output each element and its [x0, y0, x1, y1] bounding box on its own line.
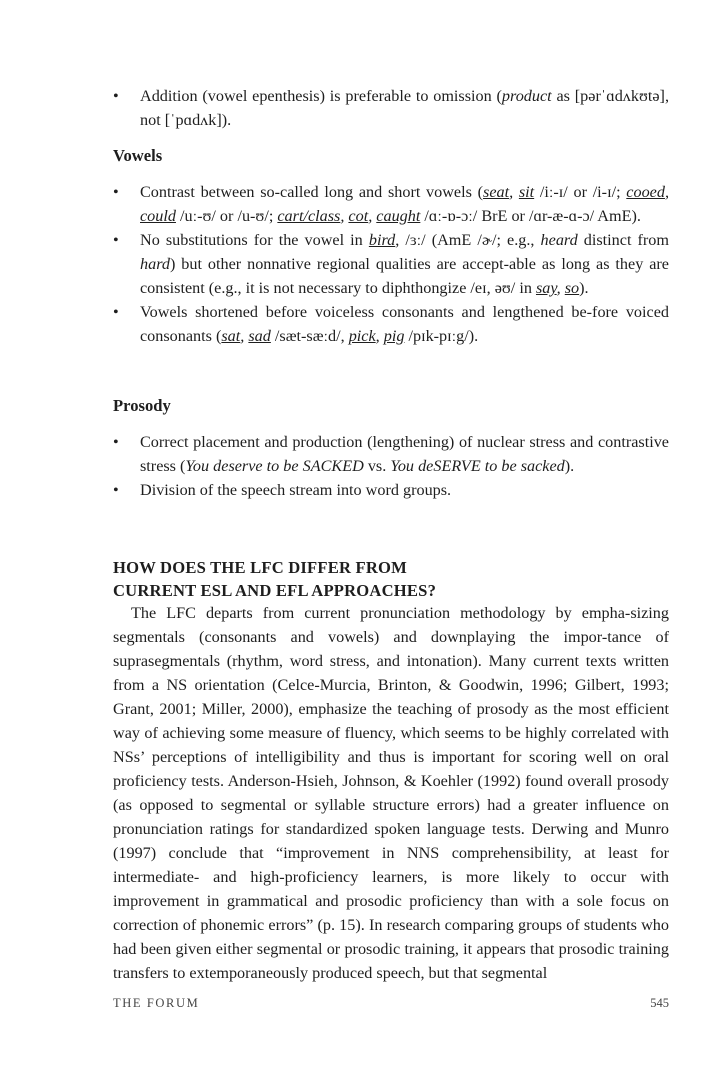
bullet-text-run: /sæt-sæːd/, — [270, 327, 349, 345]
bullet-text-run: bird — [368, 231, 396, 249]
bullet-text-run: Addition (vowel epenthesis) is preferable to omission ( — [140, 87, 502, 105]
bullet-text-run: , /ɜː/ (AmE /ɚ/; e.g., — [395, 231, 541, 249]
bullet-text-run: distinct from — [577, 231, 669, 249]
bullet-text-run: pick — [348, 327, 376, 345]
bullet-item — [113, 180, 669, 228]
bullet-text-run: Correct placement and production (lengthening) of nuclear stress and contrastive stress ( — [140, 433, 669, 475]
section-title-line-2: CURRENT ESL AND EFL APPROACHES? — [113, 581, 437, 600]
bullet-text-run: , — [664, 183, 669, 201]
bullet-text-run: ) but other nonnative regional qualities are accept-able as long as they are consistent (e.g., it is not necessary to diphthongize /eɪ, əʊ/ in — [140, 255, 669, 297]
bullet-text-run: Vowels shortened before voiceless consonants and lengthened be-fore voiced consonants ( — [140, 303, 669, 345]
bullet-text-run: ). — [579, 279, 589, 297]
bullet-text-run: You deserve to be SACKED — [185, 457, 364, 475]
bullet-text-run: say — [535, 279, 557, 297]
bullet-glyph: • — [113, 481, 119, 499]
bullet-text-run: pig — [383, 327, 405, 345]
bullet-item — [113, 300, 669, 348]
bullet-text-run: /uː-ʊ/ or /u-ʊ/; — [175, 207, 278, 225]
bullet-text-run: heard — [540, 231, 578, 249]
bullet-text-run: seat — [483, 183, 510, 201]
bullet-list-prosody — [113, 430, 669, 502]
bullet-text-run: , — [556, 279, 565, 297]
body-paragraph — [113, 601, 669, 985]
bullet-list-vowels — [113, 180, 669, 348]
bullet-text-run: No substitutions for the vowel in — [140, 231, 369, 249]
bullet-text-run: /pɪk-pɪːg/). — [404, 327, 479, 345]
bullet-text-run: Contrast between so-called long and short vowels ( — [140, 183, 484, 201]
bullet-list-epenthesis — [113, 84, 669, 132]
bullet-glyph: • — [113, 87, 119, 105]
bullet-text-run: , — [509, 183, 519, 201]
bullet-text-run: , — [340, 207, 349, 225]
bullet-text-run: /iː-ɪ/ or /i-ɪ/; — [534, 183, 627, 201]
bullet-text-run: could — [140, 207, 176, 225]
bullet-text-run: vs. — [363, 457, 391, 475]
bullet-text-run: sit — [518, 183, 535, 201]
bullet-text-run: , — [368, 207, 377, 225]
bullet-text-run: Division of the speech stream into word groups. — [140, 481, 452, 499]
bullet-glyph: • — [113, 303, 119, 321]
bullet-item — [113, 228, 669, 300]
bullet-text-run: so — [564, 279, 580, 297]
page-number: 545 — [650, 996, 669, 1010]
bullet-glyph: • — [113, 433, 119, 451]
bullet-item — [113, 84, 669, 132]
bullet-text-run: cart/class — [277, 207, 341, 225]
running-footer: THE FORUM — [113, 996, 200, 1010]
section-title — [113, 556, 673, 602]
bullet-text-run: sat — [221, 327, 241, 345]
bullet-text-run: ). — [564, 457, 575, 475]
bullet-text-run: cooed — [626, 183, 665, 201]
bullet-text-run: You deSERVE to be sacked — [390, 457, 565, 475]
section-title-line-1: HOW DOES THE LFC DIFFER FROM — [113, 558, 408, 577]
bullet-text-run: caught — [376, 207, 421, 225]
bullet-text-run: sad — [248, 327, 271, 345]
bullet-text-run: cot — [348, 207, 369, 225]
bullet-text-run: hard — [140, 255, 170, 273]
bullet-item — [113, 430, 669, 478]
heading-prosody: Prosody — [113, 396, 171, 415]
bullet-text-run: as [pərˈɑdʌkʊtə], not [ˈpɑdʌk]). — [140, 87, 669, 129]
heading-vowels: Vowels — [113, 146, 163, 165]
bullet-text-run: product — [501, 87, 552, 105]
bullet-text-run: /ɑː-ɒ-ɔː/ BrE or /ɑr-æ-ɑ-ɔ/ AmE). — [420, 207, 641, 225]
bullet-item — [113, 478, 669, 502]
body-paragraph-text: The LFC departs from current pronunciation methodology by empha-sizing segmentals (consonants and vowels) and downplaying the impor-tance of suprasegmentals (rhythm, word stress, and intonation). Many current texts written from a NS orientation (Celce-Murcia, Brinton, & Goodwin, 1996; Gilbert, 1993; Grant, 2001; Miller, 2000), emphasize the teaching of prosody as the most efficient way of achieving some measure of fluency, which seems to be highly correlated with NSs’ perceptions of intelligibility and thus is important for scoring well on oral proficiency tests. Anderson-Hsieh, Johnson, & Koehler (1992) found overall prosody (as opposed to segmental or syllable structure errors) had a greater influence on pronunciation ratings for standardized spoken language tests. Derwing and Munro (1997) conclude that “improvement in NNS comprehensibility, at least for intermediate- and high-proficiency learners, is more likely to occur with improvement in grammatical and prosodic proficiency than with a sole focus on correction of phonemic errors” (p. 15). In research comparing groups of students who had been given either segmental or prosodic training, it appears that prosodic training transfers to extemporaneously produced speech, but that segmental — [113, 604, 669, 982]
bullet-glyph: • — [113, 231, 119, 249]
bullet-glyph: • — [113, 183, 119, 201]
bullet-text-run: , — [375, 327, 384, 345]
bullet-text-run: , — [240, 327, 249, 345]
